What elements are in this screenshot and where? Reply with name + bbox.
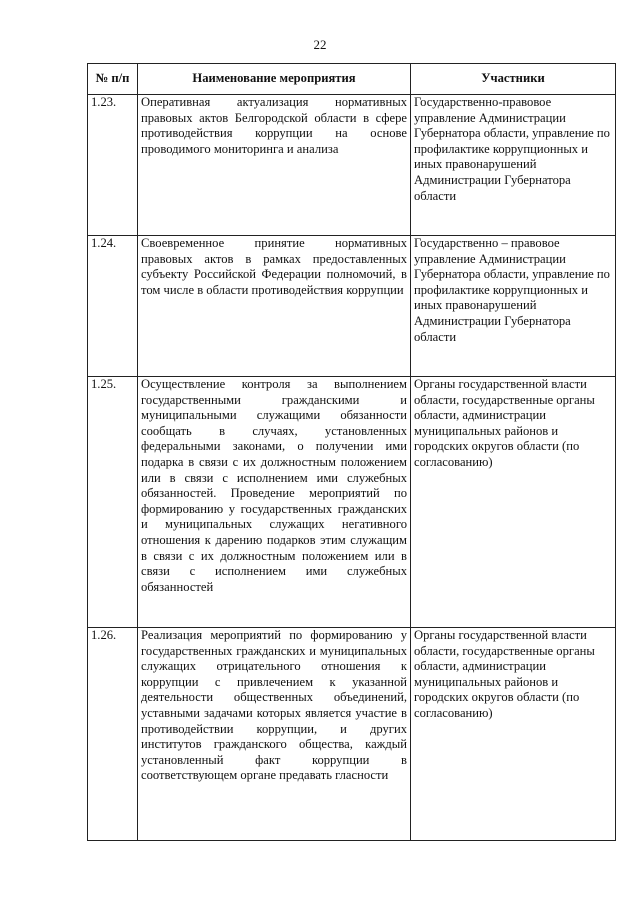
table-header-row <box>88 64 616 95</box>
table-row <box>88 95 616 236</box>
row-number: 1.25. <box>88 377 138 628</box>
table-row <box>88 377 616 628</box>
table-row <box>88 628 616 841</box>
header-event-name: Наименование мероприятия <box>138 64 411 95</box>
row-event-name: Реализация мероприятий по формированию у государственных гражданских и муниципальных служащих отрицательного отношения к коррупции с привлечением к указанной деятельности общественных объединений, уставными задачами которых является участие в противодействии коррупции, и других институтов гражданского общества, каждый установленный факт коррупции в соответствующем органе предавать гласности <box>138 628 411 841</box>
row-participants: Государственно – правовое управление Администрации Губернатора области, управление по профилактике коррупционных и иных правонарушений Администрации Губернатора области <box>411 236 616 377</box>
header-participants: Участники <box>411 64 616 95</box>
row-participants: Органы государственной власти области, государственные органы области, администрации муниципальных районов и городских округов области (по согласованию) <box>411 628 616 841</box>
row-number: 1.26. <box>88 628 138 841</box>
row-number: 1.23. <box>88 95 138 236</box>
row-number: 1.24. <box>88 236 138 377</box>
header-number: № п/п <box>88 64 138 95</box>
page-number: 22 <box>313 37 327 52</box>
row-event-name: Своевременное принятие нормативных правовых актов в рамках предоставленных субъекту Российской Федерации полномочий, в том числе в области противодействия коррупции <box>138 236 411 377</box>
row-participants: Государственно-правовое управление Администрации Губернатора области, управление по профилактике коррупционных и иных правонарушений Администрации Губернатора области <box>411 95 616 236</box>
row-event-name: Оперативная актуализация нормативных правовых актов Белгородской области в сфере противодействия коррупции на основе проводимого мониторинга и анализа <box>138 95 411 236</box>
events-table <box>87 63 616 841</box>
table-row <box>88 236 616 377</box>
row-participants: Органы государственной власти области, государственные органы области, администрации муниципальных районов и городских округов области (по согласованию) <box>411 377 616 628</box>
row-event-name: Осуществление контроля за выполнением государственными гражданскими и муниципальными служащими обязанности сообщать в случаях, установленных федеральными законами, о получении ими подарка в связи с их должностным положением или в связи с исполнением ими служебных обязанностей. Проведение мероприятий по формированию у государственных гражданских и муниципальных служащих негативного отношения к дарению подарков этим служащим в связи с их должностным положением или в связи с исполнением ими служебных обязанностей <box>138 377 411 628</box>
